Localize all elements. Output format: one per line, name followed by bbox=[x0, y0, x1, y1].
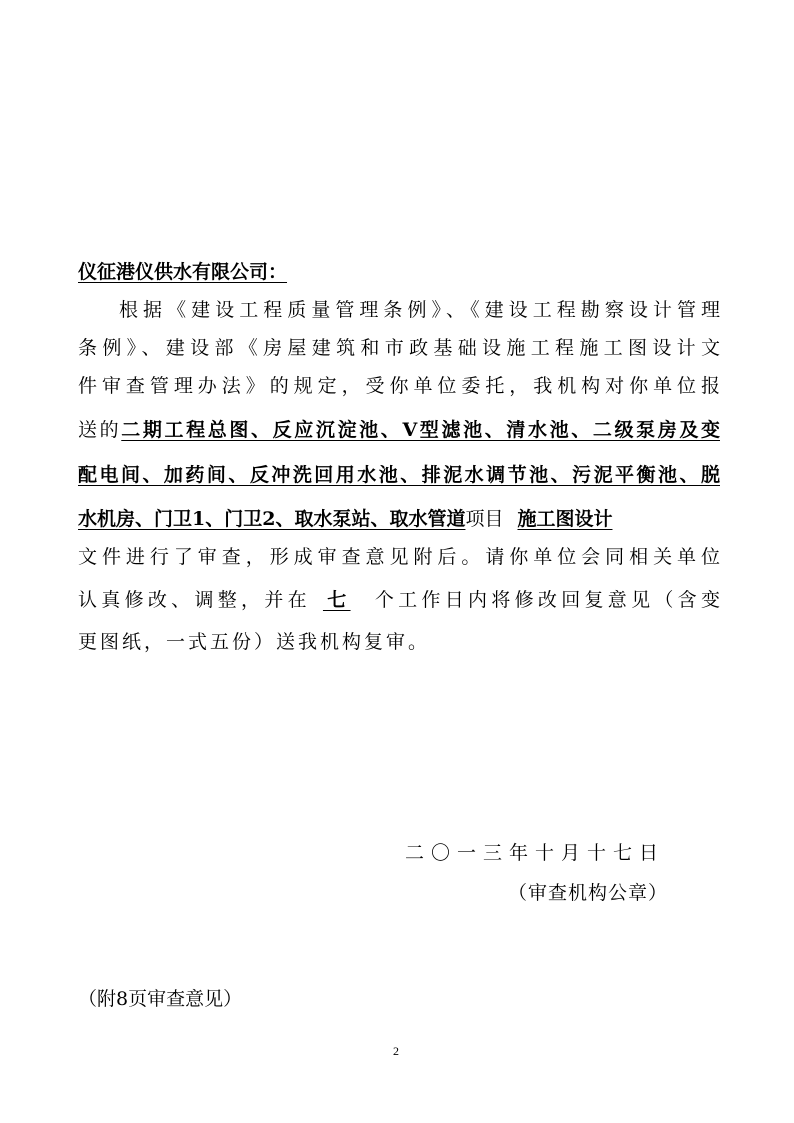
body-line-1: 根据《建设工程质量管理条例》、《建设工程勘察设计管理 bbox=[119, 299, 720, 321]
project-word: 项目 bbox=[465, 508, 504, 530]
addressee: 仪征港仪供水有限公司： bbox=[78, 261, 288, 283]
days-field: 七 bbox=[322, 589, 351, 611]
body-line-3: 件审查管理办法》的规定，受你单位委托，我机构对你单位报 bbox=[78, 375, 720, 397]
project-list-3: 水机房、门卫1、门卫2、取水泵站、取水管道 bbox=[78, 508, 466, 530]
body-line-6 bbox=[78, 504, 720, 534]
project-list-1: 二期工程总图、反应沉淀池、V型滤池、清水池、二级泵房及变 bbox=[121, 419, 720, 441]
attachment-note: （附8页审查意见） bbox=[78, 988, 243, 1010]
issue-date: 二〇一三年十月十七日 bbox=[405, 842, 666, 864]
body-prefix: 送的 bbox=[78, 419, 122, 441]
body-line-7: 文件进行了审查，形成审查意见附后。请你单位会同相关单位 bbox=[78, 546, 720, 568]
body-line-8: 认真修改、调整，并在 七 个工作日内将修改回复意见（含变 bbox=[78, 589, 720, 611]
seal-note: （审查机构公章） bbox=[508, 882, 669, 904]
body-line-4 bbox=[78, 415, 720, 445]
page-number: 2 bbox=[393, 1044, 399, 1058]
project-list-2: 配电间、加药间、反冲洗回用水池、排泥水调节池、污泥平衡池、脱 bbox=[78, 464, 720, 486]
body-line-9: 更图纸，一式五份）送我机构复审。 bbox=[78, 631, 431, 653]
design-stage-field: 施工图设计 bbox=[517, 508, 613, 530]
body-line-2: 条例》、建设部《房屋建筑和市政基础设施工程施工图设计文 bbox=[78, 337, 720, 359]
